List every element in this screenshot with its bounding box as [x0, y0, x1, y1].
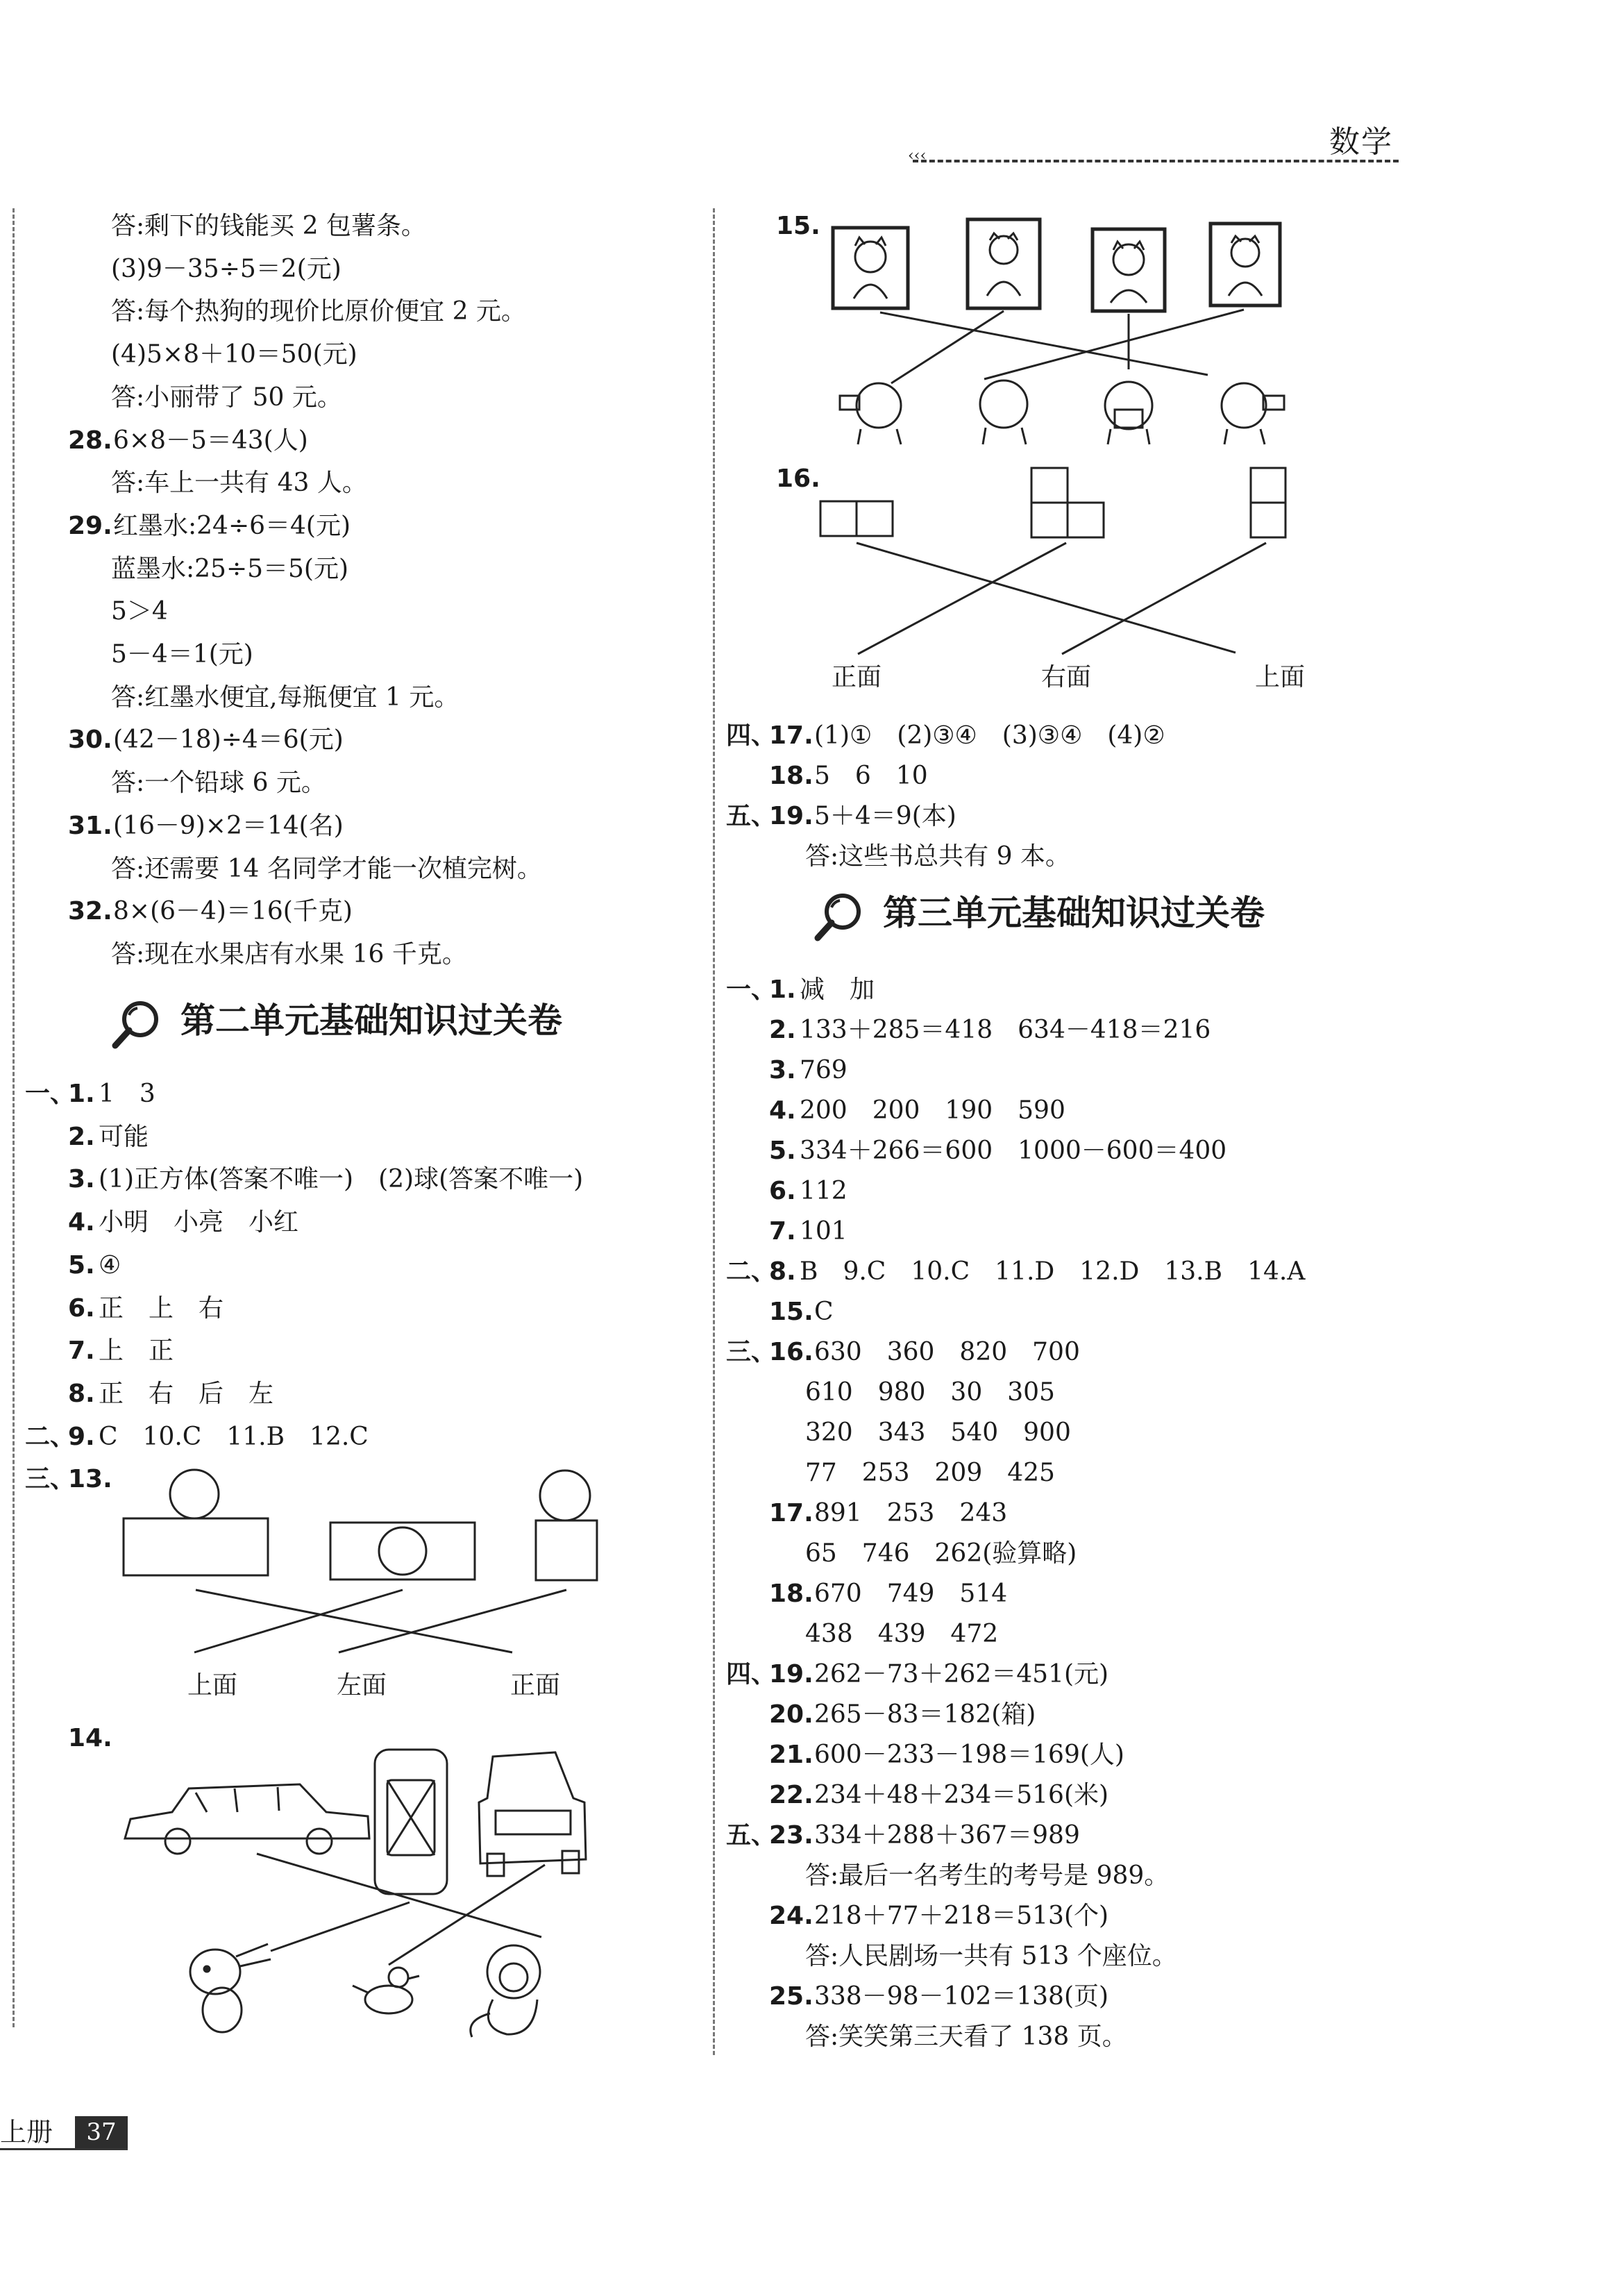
answer-text: 334＋288＋367＝989: [814, 1821, 1080, 1850]
answer-text: 小明 小亮 小红: [99, 1208, 299, 1237]
answer-text: 答:一个铅球 6 元。: [111, 769, 326, 798]
question-number: 23.: [769, 1821, 813, 1850]
answer-text: (1)正方体(答案不唯一) (2)球(答案不唯一): [99, 1165, 584, 1194]
answer-text: 6×8－5＝43(人): [113, 426, 308, 455]
question-number: 20.: [769, 1700, 813, 1729]
answer-text: (4)5×8＋10＝50(元): [111, 340, 357, 369]
answer-text: 红墨水:24÷6＝4(元): [113, 511, 351, 540]
question-number: 31.: [68, 811, 112, 840]
answer-text: 5－4＝1(元): [111, 640, 253, 669]
q13-box-3: [536, 1520, 597, 1580]
answer-text: C: [814, 1298, 834, 1326]
footer-label: 上册: [0, 2117, 53, 2147]
answer-text: (42－18)÷4＝6(元): [113, 726, 344, 755]
q13-label-front: 正面: [510, 1671, 561, 1700]
question-number: 24.: [769, 1902, 813, 1930]
section-marker: 二、: [25, 1422, 76, 1451]
question-number: 22.: [769, 1781, 813, 1809]
q15-diagram: [819, 208, 1298, 451]
q13-label-top: 上面: [187, 1671, 238, 1700]
answer-text: 答:红墨水便宜,每瓶便宜 1 元。: [111, 682, 459, 712]
column-divider: [713, 208, 715, 2055]
answer-text: 65 746 262(验算略): [805, 1539, 1077, 1568]
section-marker: 五、: [726, 802, 777, 830]
answer-text: 438 439 472: [805, 1620, 999, 1648]
answer-text: 减 加: [800, 975, 875, 1004]
q15-label: 15.: [776, 212, 820, 240]
answer-text: 630 360 820 700: [814, 1338, 1080, 1366]
answer-text: 8×(6－4)＝16(千克): [113, 897, 353, 926]
section-marker: 三、: [25, 1465, 76, 1494]
question-number: 9.: [68, 1422, 95, 1451]
q13-ball-3: [540, 1470, 590, 1520]
answer-text: 262－73＋262＝451(元): [814, 1660, 1109, 1689]
car-top-icon: [375, 1750, 447, 1894]
header-arrows: ‹‹‹: [908, 147, 927, 165]
question-number: 2.: [769, 1016, 796, 1044]
answer-text: 答:小丽带了 50 元。: [111, 383, 342, 412]
q13-ball-2: [379, 1527, 426, 1575]
answer-text: C 10.C 11.B 12.C: [99, 1422, 369, 1451]
question-number: 28.: [68, 426, 112, 455]
question-number: 19.: [769, 1660, 813, 1689]
question-number: 29.: [68, 511, 112, 540]
q16-label-top: 上面: [1255, 663, 1306, 692]
answer-text: 200 200 190 590: [800, 1096, 1065, 1125]
question-number: 2.: [68, 1122, 95, 1151]
page-number: 37: [75, 2116, 128, 2148]
answer-text: 5＞4: [111, 597, 168, 626]
answer-text: 234＋48＋234＝516(米): [814, 1781, 1109, 1809]
bird-icon: [353, 1968, 419, 2013]
answer-text: 5＋4＝9(本): [814, 802, 956, 830]
answer-text: 答:最后一名考生的考号是 989。: [805, 1861, 1170, 1890]
question-number: 4.: [769, 1096, 796, 1125]
section-marker: 四、: [726, 1660, 777, 1689]
q13-box-1: [124, 1518, 268, 1575]
q14-diagram: [118, 1736, 604, 2041]
answer-text: 可能: [99, 1122, 149, 1151]
question-number: 16.: [769, 1338, 813, 1366]
answer-text: 答:笑笑第三天看了 138 页。: [805, 2022, 1127, 2051]
answer-text: 334＋266＝600 1000－600＝400: [800, 1137, 1227, 1165]
q16-label: 16.: [776, 464, 820, 493]
question-number: 5.: [68, 1250, 95, 1280]
frame-3: [1093, 229, 1165, 311]
magnifier-icon: [111, 1000, 169, 1051]
answer-text: (16－9)×2＝14(名): [113, 811, 344, 840]
answer-text: (3)9－35÷5＝2(元): [111, 254, 342, 283]
answer-text: 答:现在水果店有水果 16 千克。: [111, 939, 467, 969]
answer-text: 答:人民剧场一共有 513 个座位。: [805, 1942, 1177, 1970]
question-number: 6.: [68, 1293, 95, 1323]
question-number: 18.: [769, 1579, 813, 1608]
answer-text: 5 6 10: [814, 762, 928, 790]
magnifier-icon: [813, 892, 872, 944]
answer-text: B 9.C 10.C 11.D 12.D 13.B 14.A: [800, 1257, 1306, 1286]
question-number: 19.: [769, 802, 813, 830]
header-rule: [913, 160, 1399, 162]
question-number: 13.: [68, 1465, 112, 1494]
section-marker: 三、: [726, 1338, 777, 1366]
answer-text: 133＋285＝418 634－418＝216: [800, 1016, 1211, 1044]
answer-text: 蓝墨水:25÷5＝5(元): [111, 554, 349, 583]
unit3-title: 第三单元基础知识过关卷: [883, 893, 1265, 933]
question-number: 1.: [769, 975, 796, 1004]
answer-text: 891 253 243: [814, 1499, 1008, 1527]
frame-1: [833, 228, 908, 308]
question-number: 17.: [769, 1499, 813, 1527]
answer-text: 265－83＝182(箱): [814, 1700, 1036, 1729]
question-number: 17.: [769, 721, 813, 750]
q16-label-right: 右面: [1041, 663, 1092, 692]
child-camera-3: [1105, 382, 1152, 444]
frame-4: [1211, 224, 1280, 305]
q13-box-2: [330, 1523, 475, 1579]
question-number: 30.: [68, 726, 112, 755]
car-front-icon: [479, 1752, 586, 1876]
question-number: 7.: [769, 1217, 796, 1246]
answer-text: 112: [800, 1177, 848, 1205]
car-side-icon: [125, 1784, 369, 1854]
section-marker: 四、: [726, 721, 777, 750]
footer-rule: [0, 2148, 128, 2150]
question-number: 15.: [769, 1298, 813, 1326]
answer-text: 答:还需要 14 名同学才能一次植完树。: [111, 854, 542, 883]
answer-text: 答:车上一共有 43 人。: [111, 469, 367, 498]
child-camera-1: [840, 383, 901, 444]
q16-label-front: 正面: [832, 663, 882, 692]
question-number: 7.: [68, 1336, 95, 1366]
subject-label: 数学: [1329, 124, 1393, 160]
answer-text: 上 正: [99, 1336, 174, 1366]
section-marker: 一、: [726, 975, 777, 1004]
answer-text: 正 上 右: [99, 1293, 224, 1323]
monkey-icon: [471, 1945, 540, 2037]
answer-text: 320 343 540 900: [805, 1418, 1071, 1447]
q16-diagram: [805, 458, 1305, 667]
question-number: 1.: [68, 1080, 95, 1108]
q13-label-left: 左面: [337, 1671, 387, 1700]
question-number: 4.: [68, 1208, 95, 1237]
question-number: 8.: [769, 1257, 796, 1286]
section-marker: 一、: [25, 1080, 76, 1108]
answer-text: 610 980 30 305: [805, 1378, 1055, 1407]
question-number: 18.: [769, 762, 813, 790]
answer-text: 正 右 后 左: [99, 1379, 274, 1408]
answer-text: 答:这些书总共有 9 本。: [805, 842, 1070, 871]
question-number: 32.: [68, 897, 112, 926]
answer-text: 101: [800, 1217, 848, 1246]
answer-text: (1)① (2)③④ (3)③④ (4)②: [814, 721, 1165, 750]
q13-ball-1: [170, 1470, 219, 1518]
answer-text: 答:剩下的钱能买 2 包薯条。: [111, 212, 426, 240]
answer-text: 1 3: [99, 1080, 155, 1108]
question-number: 3.: [769, 1056, 796, 1084]
q14-label: 14.: [68, 1724, 112, 1752]
section-marker: 二、: [726, 1257, 777, 1286]
answer-text: 338－98－102＝138(页): [814, 1982, 1109, 2011]
answer-text: 77 253 209 425: [805, 1459, 1055, 1487]
answer-text: 答:每个热狗的现价比原价便宜 2 元。: [111, 297, 526, 326]
left-divider: [12, 208, 15, 2027]
question-number: 21.: [769, 1741, 813, 1769]
answer-text: 218＋77＋218＝513(个): [814, 1902, 1109, 1930]
unit2-title: 第二单元基础知识过关卷: [180, 1000, 562, 1041]
question-number: 5.: [769, 1137, 796, 1165]
answer-text: 670 749 514: [814, 1579, 1008, 1608]
section-marker: 五、: [726, 1821, 777, 1850]
question-number: 25.: [769, 1982, 813, 2011]
answer-text: ④: [99, 1250, 121, 1280]
child-camera-4: [1222, 383, 1284, 444]
question-number: 8.: [68, 1379, 95, 1408]
question-number: 3.: [68, 1165, 95, 1194]
answer-text: 769: [800, 1056, 848, 1084]
rabbit-icon: [190, 1944, 271, 2032]
question-number: 6.: [769, 1177, 796, 1205]
answer-text: 600－233－198＝169(人): [814, 1741, 1124, 1769]
child-back-2: [980, 380, 1027, 444]
